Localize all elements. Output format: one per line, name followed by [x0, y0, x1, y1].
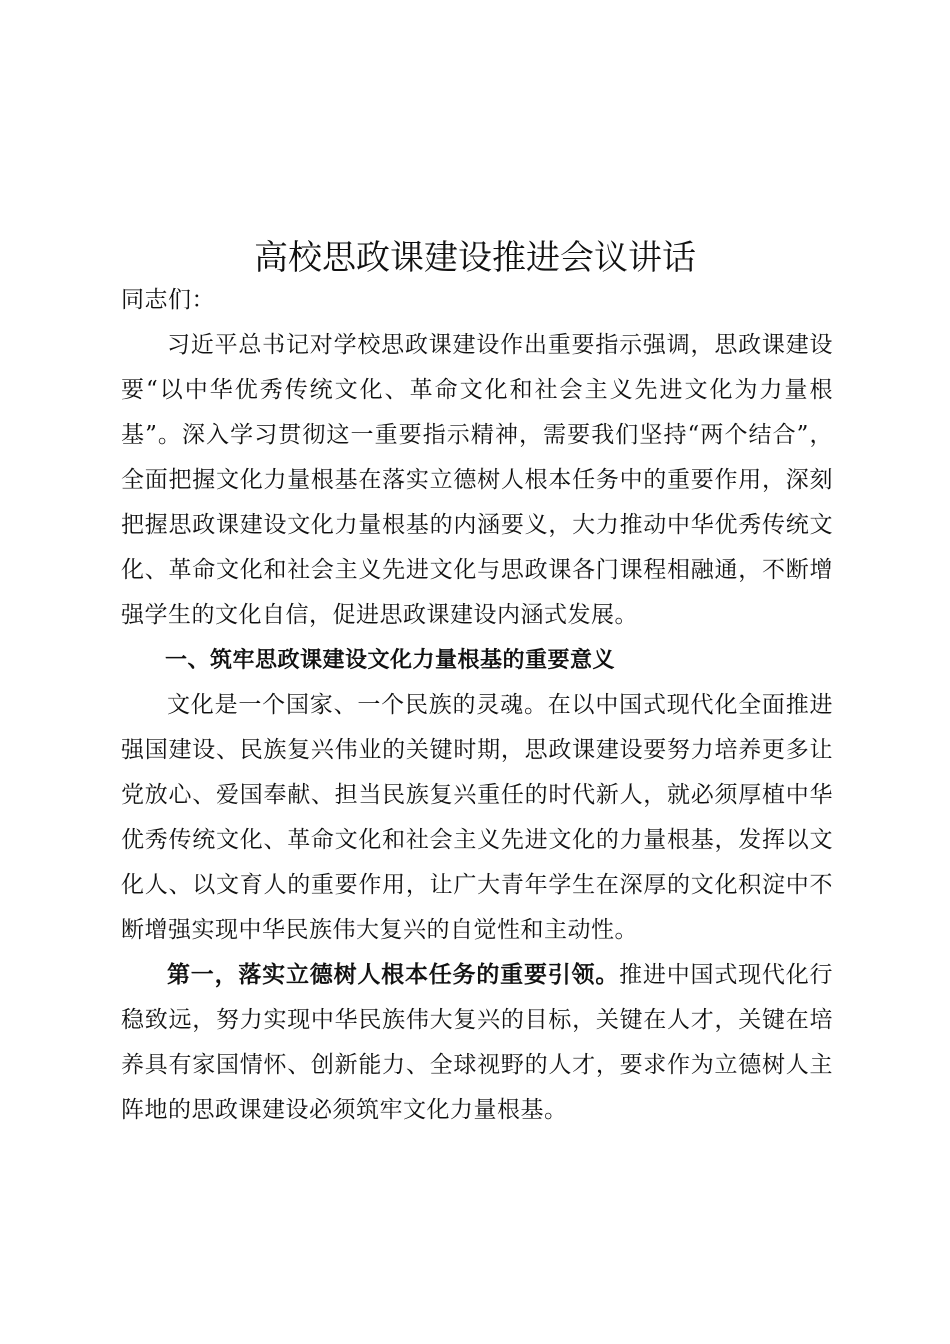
section-paragraph: 文化是一个国家、一个民族的灵魂。在以中国式现代化全面推进强国建设、民族复兴伟业的关键时期，思政课建设要努力培养更多让党放心、爱国奉献、担当民族复兴重任的时代新人，就必须厚植中华优秀传统文化、革命文化和社会主义先进文化的力量根基，发挥以文化人、以文育人的重要作用，让广大青年学生在深厚的文化积淀中不断增强实现中华民族伟大复兴的自觉性和主动性。	[121, 692, 833, 943]
document-body	[121, 278, 833, 1133]
section-heading: 一、筑牢思政课建设文化力量根基的重要意义	[165, 648, 616, 673]
salutation: 同志们：	[121, 287, 215, 313]
intro-paragraph: 习近平总书记对学校思政课建设作出重要指示强调，思政课建设要“以中华优秀传统文化、革命文化和社会主义先进文化为力量根基”。深入学习贯彻这一重要指示精神，需要我们坚持“两个结合”，全面把握文化力量根基在落实立德树人根本任务中的重要作用，深刻把握思政课建设文化力量根基的内涵要义，大力推动中华优秀传统文化、革命文化和社会主义先进文化与思政课各门课程相融通，不断增强学生的文化自信，促进思政课建设内涵式发展。	[121, 332, 833, 628]
document-title: 高校思政课建设推进会议讲话	[254, 237, 696, 278]
point-paragraph	[121, 953, 833, 1133]
point-text: 推进中国式现代化行稳致远，努力实现中华民族伟大复兴的目标，关键在人才，关键在培养具有家国情怀、创新能力、全球视野的人才，要求作为立德树人主阵地的思政课建设必须筑牢文化力量根基。	[121, 962, 834, 1123]
point-lead: 第一，落实立德树人根本任务的重要引领。	[167, 962, 620, 988]
